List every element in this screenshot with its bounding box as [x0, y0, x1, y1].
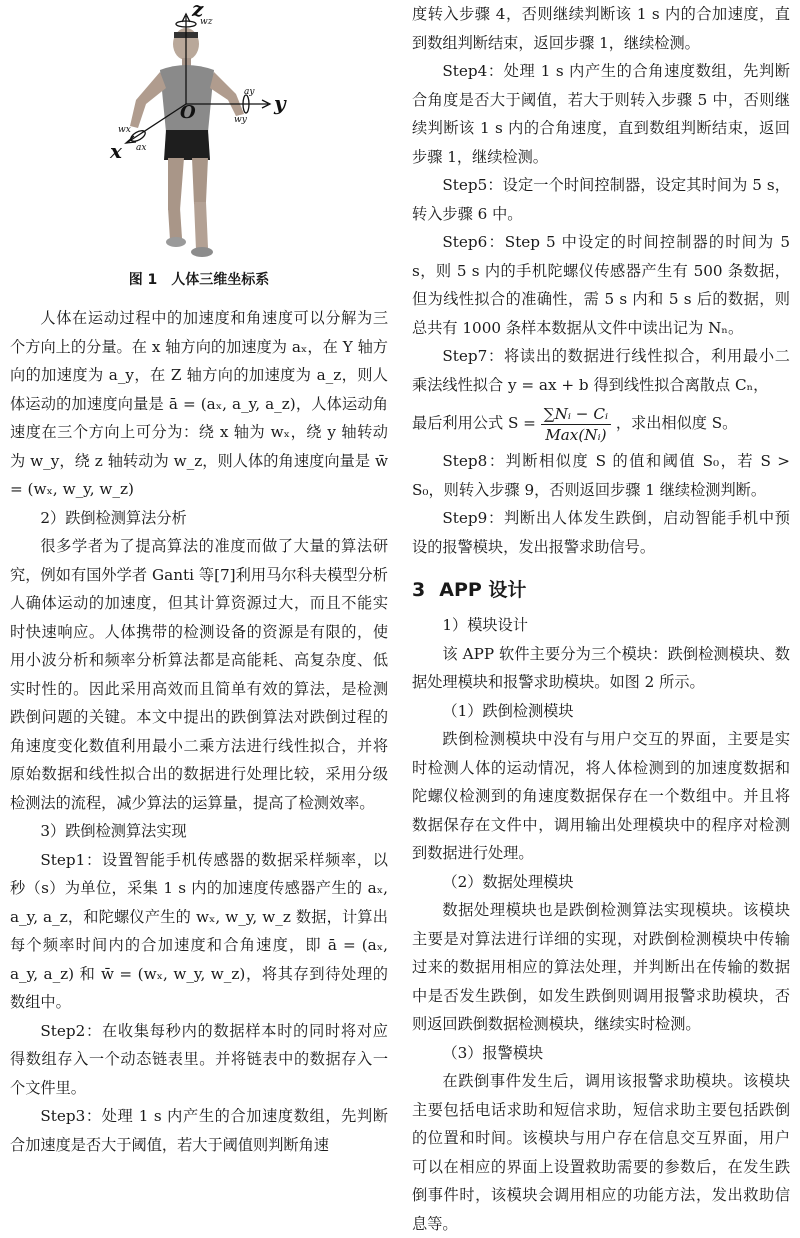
heading-algorithm-impl: 3）跌倒检测算法实现	[40, 822, 187, 840]
figure-caption: 图 1 人体三维坐标系	[128, 272, 270, 288]
section-3-heading	[412, 575, 790, 605]
heading-fall-detect-module: （1）跌倒检测模块	[442, 701, 574, 720]
origin-label: O	[180, 102, 196, 123]
heading-data-process-module: （2）数据处理模块	[442, 872, 574, 891]
runner-illustration	[130, 28, 244, 257]
left-column	[10, 0, 388, 1159]
right-column	[412, 0, 790, 1238]
wy-label: wy	[234, 115, 247, 125]
similarity-fraction	[541, 404, 611, 445]
step3-continued: 度转入步骤 4，否则继续判断该 1 s 内的合加速度，直到数组判断结束，返回步骤 1，继续检测。	[412, 5, 790, 52]
section-number: 3	[412, 579, 426, 601]
paragraph-algorithm-analysis: 很多学者为了提高算法的准度而做了大量的算法研究，例如有国外学者 Ganti 等[7]利用马尔科夫模型分析人确体运动的加速度，但其计算资源过大，而且不能实时快速响应。人体携带的检测设备的资源是有限的，使用小波分析和频率分析算法都是高能耗、高复杂度、低实时性的。因此采用高效而且简单有效的算法，是检测跌倒问题的关键。本文中提出的跌倒算法对跌倒过程的角速度变化数值利用最小二乘方法进行线性拟合，并将原始数据和线性拟合出的数据进行处理比较，采用分级检测法的流程，减少算法的运算量，提高了检测效率。	[10, 537, 388, 812]
heading-algorithm-analysis: 2）跌倒检测算法分析	[40, 508, 187, 527]
step6-text: Step6：Step 5 中设定的时间控制器的时间为 5 s，则 5 s 内的手机陀螺仪传感器产生有 500 条数据，但为线性拟合的准确性，需 5 s 内和 5 s 后的数据，则总共有 1000 条样本数据从文件中读出记为 Nₙ。	[412, 233, 790, 337]
z-axis-label: z	[192, 2, 204, 21]
runner-figure	[68, 2, 308, 260]
heading-alarm-module: （3）报警模块	[442, 1043, 544, 1062]
step7-text: Step7：将读出的数据进行线性拟合，利用最小二乘法线性拟合 y = ax + b 得到线性拟合离散点 Cₙ，	[412, 347, 790, 394]
step2-text: Step2：在收集每秒内的数据样本时的同时将对应得数组存入一个动态链表里。并将链表中的数据存入一个文件里。	[10, 1021, 388, 1097]
fraction-denominator: Max(Nᵢ)	[545, 425, 607, 444]
wx-label: wx	[118, 125, 131, 135]
fraction-numerator: ∑Nᵢ − Cᵢ	[541, 404, 611, 425]
paragraph-fall-detect-module: 跌倒检测模块中没有与用户交互的界面，主要是实时检测人体的运动情况，将人体检测到的加速度数据和陀螺仪检测到的角速度数据保存在一个数组中。并且将数据保存在文件中，调用输出处理模块中的程序对检测到数据进行处理。	[412, 730, 790, 862]
x-axis-label: x	[110, 139, 122, 163]
paragraph-module-design: 该 APP 软件主要分为三个模块：跌倒检测模块、数据处理模块和报警求助模块。如图 2 所示。	[412, 644, 790, 691]
wz-label: wz	[200, 17, 213, 27]
ay-label: ay	[244, 87, 255, 97]
step4-text: Step4：处理 1 s 内产生的合角速度数组，先判断合角度是否大于阈值，若大于则转入步骤 5 中，否则继续判断该 1 s 内的合角速度，直到数组判断结束，返回步骤 1，继续检测。	[412, 62, 790, 166]
step7-formula	[412, 399, 790, 447]
heading-module-design: 1）模块设计	[442, 616, 528, 634]
step9-text: Step9：判断出人体发生跌倒，启动智能手机中预设的报警模块，发出报警求助信号。	[412, 509, 790, 556]
y-axis-label: y	[274, 91, 286, 115]
step1-text: Step1：设置智能手机传感器的数据采样频率，以秒（s）为单位，采集 1 s 内的加速度传感器产生的 aₓ, a_y, a_z，和陀螺仪产生的 wₓ, w_y, w_z 数据，计算出每个频率时间内的合加速度和合角速度，即 ā = (aₓ, a_y, a_z) 和 w̄ = (wₓ, w_y, w_z)，将其存到待处理的数组中。	[10, 850, 388, 1011]
formula-prefix: 最后利用公式 S =	[412, 414, 536, 432]
step3-text: Step3：处理 1 s 内产生的合加速度数组，先判断合加速度是否大于阈值，若大于阈值则判断角速	[10, 1107, 388, 1154]
step5-text: Step5：设定一个时间控制器，设定其时间为 5 s，转入步骤 6 中。	[412, 176, 790, 223]
ax-label: ax	[136, 143, 147, 153]
step8-text: Step8：判断相似度 S 的值和阈值 S₀，若 S > S₀，则转入步骤 9，否则返回步骤 1 继续检测判断。	[412, 452, 790, 499]
formula-suffix: ，求出相似度 S。	[615, 414, 738, 432]
paragraph-vector-def: 人体在运动过程中的加速度和角速度可以分解为三个方向上的分量。在 x 轴方向的加速度为 aₓ，在 Y 轴方向的加速度为 a_y，在 Z 轴方向的加速度为 a_z，则人体运动的加速度向量是 ā = (aₓ, a_y, a_z)，人体运动角速度在三个方向上可分为：绕 x 轴为 wₓ，绕 y 轴转动为 w_y，绕 z 轴转动为 w_z，则人体的角速度向量是 w̄ = (wₓ, w_y, w_z)	[10, 309, 388, 498]
figure-1	[10, 0, 388, 262]
section-title: APP 设计	[439, 579, 527, 601]
paragraph-alarm-module: 在跌倒事件发生后，调用该报警求助模块。该模块主要包括电话求助和短信求助，短信求助主要包括跌倒的位置和时间。该模块与用户存在信息交互界面，用户可以在相应的界面上设置救助需要的参数后，在发生跌倒事件时，该模块会调用相应的功能方法，发出救助信息等。	[412, 1072, 790, 1233]
paragraph-data-process-module: 数据处理模块也是跌倒检测算法实现模块。该模块主要是对算法进行详细的实现，对跌倒检测模块中传输过来的数据用相应的算法处理，并判断出在传输的数据中是否发生跌倒，如发生跌倒则调用报警求助模块，否则返回跌倒数据检测模块，继续实时检测。	[412, 901, 790, 1033]
